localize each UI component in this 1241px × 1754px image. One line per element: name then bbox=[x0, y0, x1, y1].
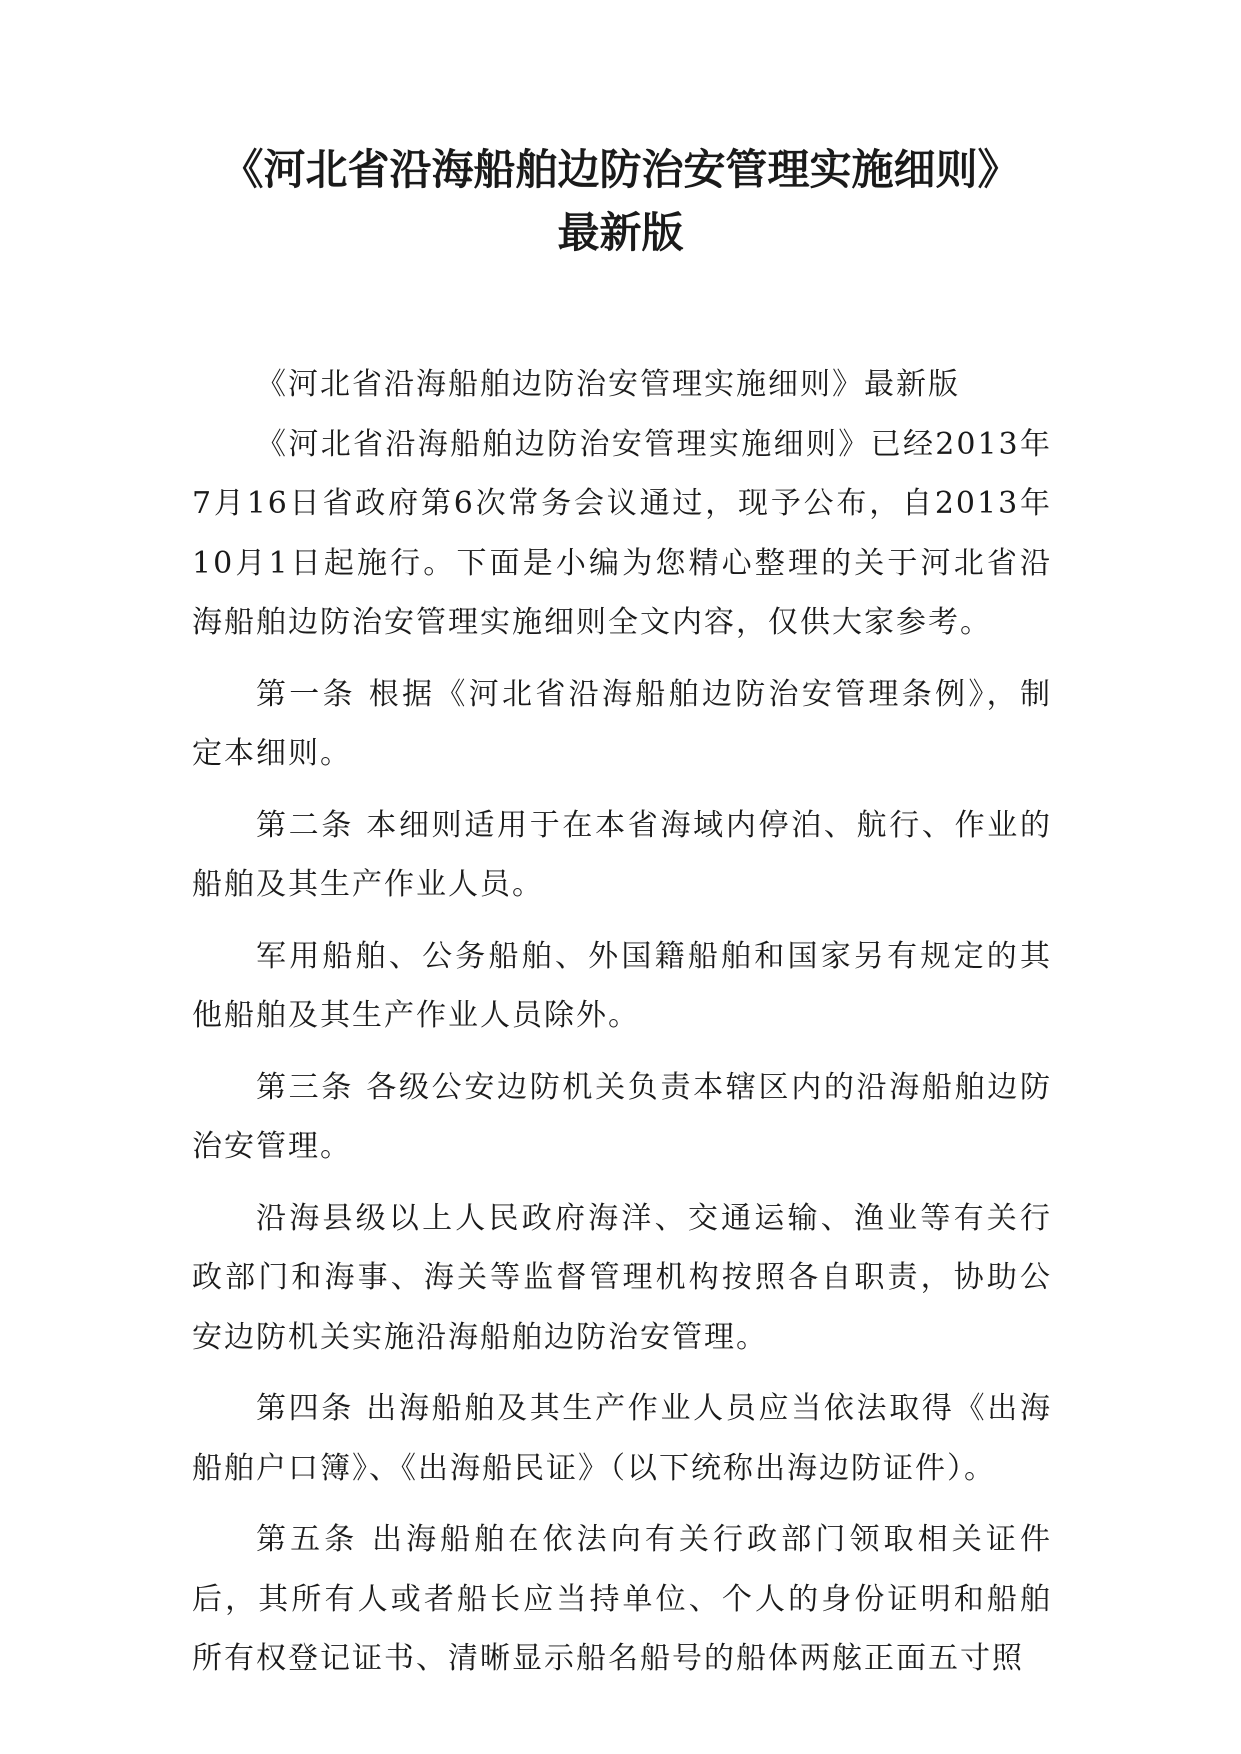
document-body bbox=[192, 355, 1052, 1701]
paragraph-article-3-assist: 沿海县级以上人民政府海洋、交通运输、渔业等有关行政部门和海事、海关等监督管理机构按照各自职责，协助公安边防机关实施沿海船舶边防治安管理。 bbox=[192, 1200, 1052, 1355]
document-title-line-2: 最新版 bbox=[557, 208, 684, 257]
paragraph-article-2-exception: 军用船舶、公务船舶、外国籍船舶和国家另有规定的其他船舶及其生产作业人员除外。 bbox=[192, 938, 1052, 1033]
document-title bbox=[120, 138, 1121, 264]
paragraph-article-3: 第三条 各级公安边防机关负责本辖区内的沿海船舶边防治安管理。 bbox=[192, 1069, 1052, 1164]
paragraph-article-1: 第一条 根据《河北省沿海船舶边防治安管理条例》，制定本细则。 bbox=[192, 676, 1052, 771]
paragraph-article-2: 第二条 本细则适用于在本省海域内停泊、航行、作业的船舶及其生产作业人员。 bbox=[192, 807, 1052, 902]
document-title-line-1: 《河北省沿海船舶边防治安管理实施细则》 bbox=[221, 145, 1020, 194]
paragraph-subtitle: 《河北省沿海船舶边防治安管理实施细则》最新版 bbox=[256, 367, 960, 402]
paragraph-article-4: 第四条 出海船舶及其生产作业人员应当依法取得《出海船舶户口簿》、《出海船民证》（以下统称出海边防证件）。 bbox=[192, 1391, 1052, 1486]
paragraph-article-5: 第五条 出海船舶在依法向有关行政部门领取相关证件后，其所有人或者船长应当持单位、个人的身份证明和船舶所有权登记证书、清晰显示船名船号的船体两舷正面五寸照 bbox=[192, 1522, 1052, 1676]
paragraph-intro: 《河北省沿海船舶边防治安管理实施细则》已经2013年7月16日省政府第6次常务会议通过，现予公布，自2013年10月1日起施行。下面是小编为您精心整理的关于河北省沿海船舶边防治安管理实施细则全文内容，仅供大家参考。 bbox=[192, 426, 1052, 640]
